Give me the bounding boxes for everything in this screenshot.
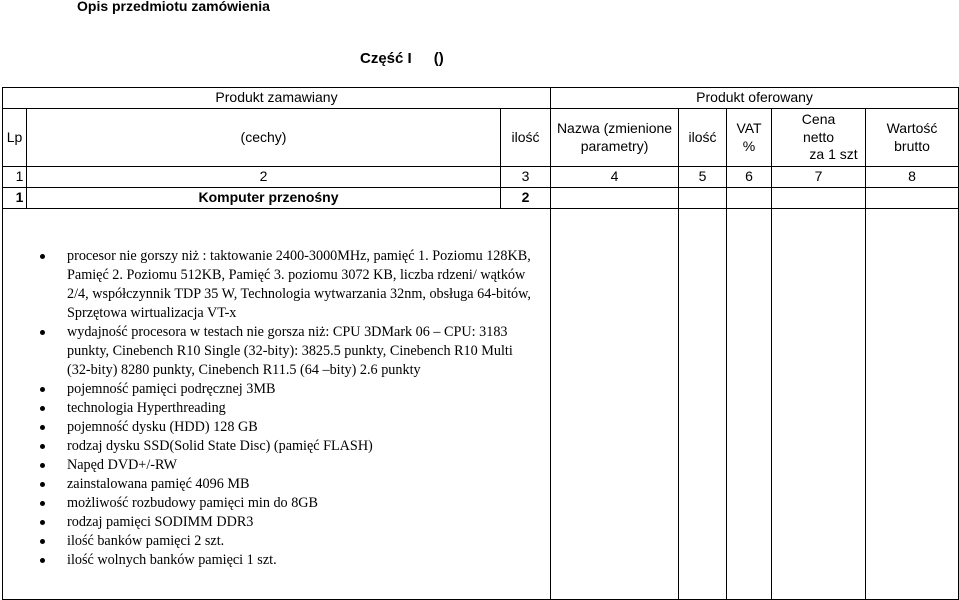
net-price-header-line1: Cena [801,111,836,128]
net-price-header [772,109,866,167]
gross-value-header [866,109,959,167]
column-number: 8 [866,167,959,188]
item-name: Komputer przenośny [27,188,501,209]
feature-item: pojemność dysku (HDD) 128 GB [3,418,550,437]
vat-cell[interactable] [727,188,772,209]
lp-header: Lp [3,109,27,167]
offered-quantity-cell[interactable] [679,188,727,209]
feature-item: Napęd DVD+/-RW [3,456,550,475]
part-paren: () [433,50,444,67]
column-number-row [3,167,959,188]
column-number: 7 [772,167,866,188]
name-header [551,109,679,167]
net-price-header-line3: za 1 szt [809,146,858,163]
quantity-header: ilość [501,109,551,167]
name-header-line2: parametry) [580,137,649,154]
gross-value-cell[interactable] [866,188,959,209]
group-header-row [3,88,959,109]
feature-item: ilość wolnych banków pamięci 1 szt. [3,551,550,570]
feature-item: wydajność procesora w testach nie gorsza niż: CPU 3DMark 06 – CPU: 3183 punkty, Cinebench R10 Single (32-bity): 3825.5 punkty, Cinebench R10 Multi (32-bity) 8280 punkty, Cinebench R11.5 (64 –bity) 2.6 punkty [3,323,550,380]
item-lp: 1 [3,188,27,209]
column-number: 5 [679,167,727,188]
features-list [3,238,550,570]
part-heading [360,50,444,67]
features-header: (cechy) [27,109,501,167]
name-header-line1: Nazwa (zmienione [556,120,673,136]
column-header-row [3,109,959,167]
feature-item: ilość banków pamięci 2 szt. [3,532,550,551]
feature-item: technologia Hyperthreading [3,399,550,418]
feature-item: możliwość rozbudowy pamięci min do 8GB [3,494,550,513]
document-title: Opis przedmiotu zamówienia [77,0,270,14]
column-number: 1 [3,167,27,188]
vat-header [727,109,772,167]
gross-value-header-line1: Wartość [886,120,938,136]
feature-item: pojemność pamięci podręcznej 3MB [3,380,550,399]
column-number: 6 [727,167,772,188]
offered-product-header: Produkt oferowany [551,88,959,109]
item-row [3,188,959,209]
features-cell [3,209,551,600]
feature-item: rodzaj dysku SSD(Solid State Disc) (pamięć FLASH) [3,437,550,456]
column-number: 3 [501,167,551,188]
feature-item: procesor nie gorszy niż : taktowanie 2400-3000MHz, pamięć 1. Poziomu 128KB, Pamięć 2. Poziomu 512KB, Pamięć 3. poziomu 3072 KB, liczba rdzeni/ wątków 2/4, współczynnik TDP 35 W, Technologia wytwarzania 32nm, obsługa 64-bitów, Sprzętowa wirtualizacja VT-x [3,247,550,323]
vat-header-line1: VAT [736,120,762,136]
offered-name-cell[interactable] [551,188,679,209]
item-quantity: 2 [501,188,551,209]
column-number: 2 [27,167,501,188]
net-price-cell[interactable] [772,188,866,209]
part-label: Część I [360,50,412,67]
offered-quantity-input[interactable] [679,209,727,600]
net-price-input[interactable] [772,209,866,600]
vat-input[interactable] [727,209,772,600]
gross-value-input[interactable] [866,209,959,600]
gross-value-header-line2: brutto [894,137,930,154]
ordered-product-header: Produkt zamawiany [3,88,551,109]
vat-header-line2: % [742,137,756,154]
features-row [3,209,959,600]
feature-item: rodzaj pamięci SODIMM DDR3 [3,513,550,532]
column-number: 4 [551,167,679,188]
order-table [2,87,959,600]
feature-item: zainstalowana pamięć 4096 MB [3,475,550,494]
offered-name-input[interactable] [551,209,679,600]
offered-quantity-header: ilość [679,109,727,167]
net-price-header-line2: netto [802,128,835,145]
